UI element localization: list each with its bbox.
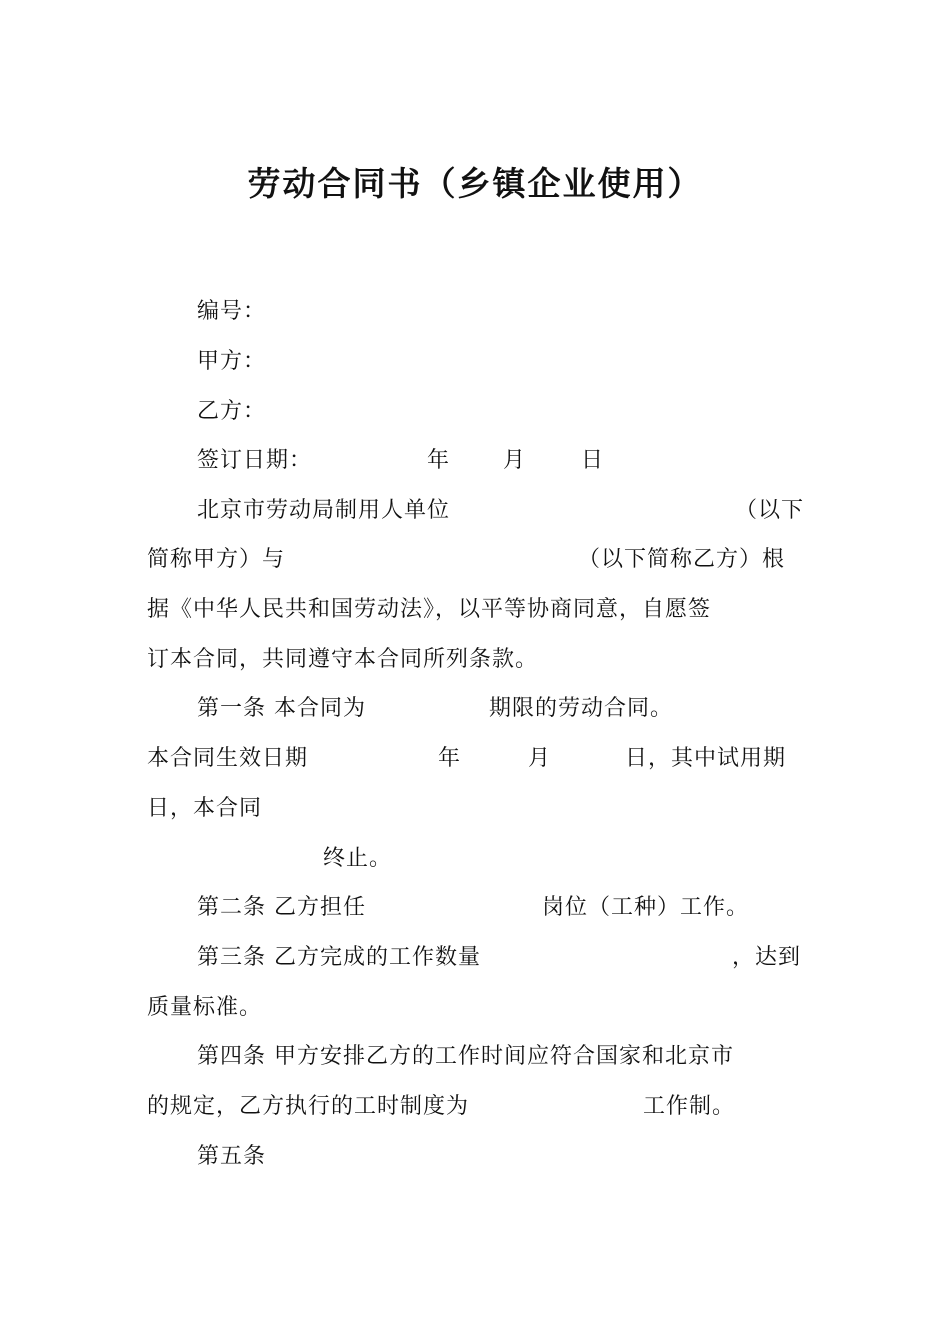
number-label: 编号：: [197, 299, 267, 324]
article3-b: ，达到: [732, 945, 802, 970]
sign-date-month: 月: [503, 448, 527, 473]
intro-line1-a: 北京市劳动局制用人单位: [197, 498, 451, 523]
article3-c: 质量标准。: [147, 995, 263, 1020]
article3-a: 第三条 乙方完成的工作数量: [197, 945, 481, 970]
article1-effective-year: 年: [438, 746, 462, 771]
article1-line4: 终止。: [323, 846, 393, 871]
article1-effective-tail: 日，其中试用期: [625, 746, 787, 771]
article4-line2-a: 的规定，乙方执行的工时制度为: [147, 1094, 470, 1119]
article1-line3: 日，本合同: [147, 796, 263, 821]
intro-line1-b: （以下: [735, 498, 805, 523]
article4-line2-b: 工作制。: [643, 1094, 736, 1119]
intro-line3: 据《中华人民共和国劳动法》，以平等协商同意，自愿签: [147, 597, 712, 622]
article4-line1: 第四条 甲方安排乙方的工作时间应符合国家和北京市: [197, 1044, 734, 1069]
sign-date-year: 年: [427, 448, 451, 473]
article1-effective-month: 月: [528, 746, 552, 771]
document-title: 劳动合同书（乡镇企业使用）: [247, 164, 703, 203]
article2-b: 岗位（工种）工作。: [542, 895, 750, 920]
intro-line2-b: （以下简称乙方）根: [578, 547, 786, 572]
intro-line2-a: 简称甲方）与: [147, 547, 286, 572]
article1-a: 第一条 本合同为: [197, 696, 366, 721]
intro-line4: 订本合同，共同遵守本合同所列条款。: [147, 647, 539, 672]
article5-a: 第五条: [197, 1144, 267, 1169]
article1-effective-label: 本合同生效日期: [147, 746, 309, 771]
party-b-label: 乙方：: [197, 399, 267, 424]
article2-a: 第二条 乙方担任: [197, 895, 366, 920]
sign-date-day: 日: [581, 448, 605, 473]
article1-b: 期限的劳动合同。: [489, 696, 674, 721]
party-a-label: 甲方：: [197, 349, 267, 374]
sign-date-label: 签订日期：: [197, 448, 313, 473]
